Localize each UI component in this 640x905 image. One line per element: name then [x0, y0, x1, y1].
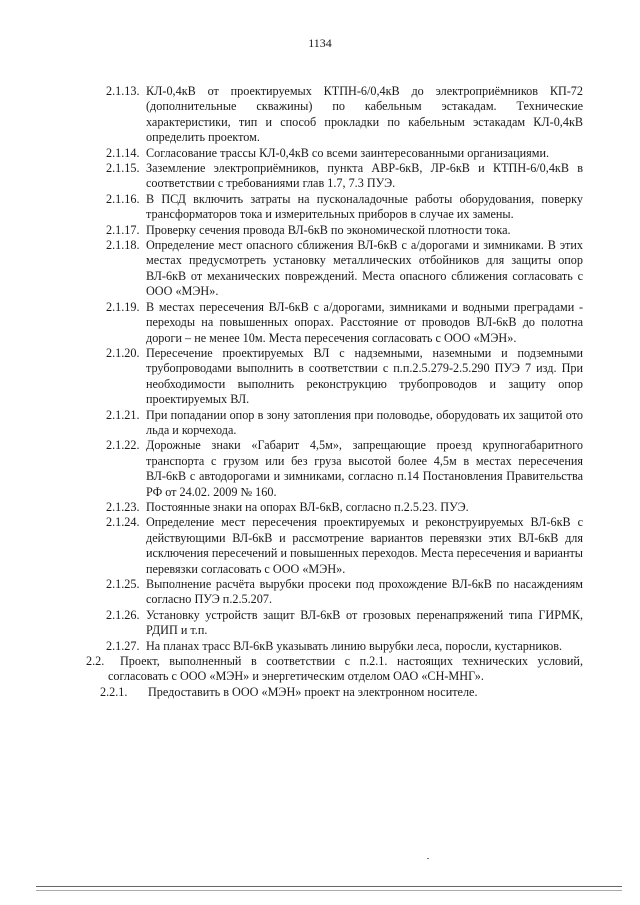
clause-2-1-17	[0, 223, 640, 238]
footer-rule-faint	[36, 890, 622, 891]
clause-text: Постоянные знаки на опорах ВЛ-6кВ, согласно п.2.5.23. ПУЭ.	[146, 499, 469, 514]
clause-number: 2.1.23.	[106, 499, 140, 514]
clause-number: 2.1.18.	[106, 238, 140, 253]
clause-2-1-26	[0, 608, 640, 639]
clause-text: КЛ-0,4кВ от проектируемых КТПН-6/0,4кВ до электроприёмников КП-72 (дополнительные скважины) по кабельным эстакадам. Технические характеристики, тип и способ прокладки по кабельным эстакадам КЛ-0,4кВ определить проектом.	[146, 84, 583, 145]
clause-2-1-27	[0, 639, 640, 654]
clause-text: Проект, выполненный в соответствии с п.2.1. настоящих технических условий, согласовать с ООО «МЭН» и энергетическим отделом ОАО «СН-МНГ».	[108, 654, 583, 684]
clause-text: Пересечение проектируемых ВЛ с надземными, наземными и подземными трубопроводами выполнить в соответствии с п.п.2.5.279-2.5.290 ПУЭ 7 изд. При необходимости выполнить реконструкцию трубопроводов и защиту опор проектируемых ВЛ.	[146, 345, 583, 407]
clause-2-1-15	[0, 161, 640, 192]
clause-number: 2.2.	[86, 654, 105, 669]
clause-2-1-20	[0, 346, 640, 408]
clause-2-1-13	[0, 84, 640, 146]
clause-text: При попадании опор в зону затопления при половодье, оборудовать их защитой ото льда и корчехода.	[146, 407, 583, 437]
clause-text: Предоставить в ООО «МЭН» проект на электронном носителе.	[148, 684, 478, 699]
clause-number: 2.1.20.	[106, 345, 140, 360]
footer-rule	[36, 886, 622, 887]
clause-2-1-19	[0, 300, 640, 346]
clause-number: 2.1.15.	[106, 161, 140, 176]
clause-number: 2.1.26.	[106, 607, 140, 622]
clause-2-1-16	[0, 192, 640, 223]
clause-2-1-14	[0, 146, 640, 161]
clause-text: В ПСД включить затраты на пусконаладочные работы оборудования, поверку трансформаторов тока и измерительных приборов в случае их замены.	[146, 191, 583, 222]
clause-text: Определение мест пересечения проектируемых и реконструируемых ВЛ-6кВ с действующими ВЛ-6кВ и рассмотрение вариантов перевязки этих ВЛ-6кВ для исключения пересечений и повышенных переходов. Места пересечения и варианты перевязки согласовать с ООО «МЭН».	[146, 515, 583, 576]
clause-number: 2.1.14.	[106, 145, 140, 160]
clause-number: 2.1.16.	[106, 191, 140, 206]
clause-text: Согласование трассы КЛ-0,4кВ со всеми заинтересованными организациями.	[146, 145, 550, 160]
document-body	[0, 84, 640, 700]
clause-2-1-18	[0, 238, 640, 300]
clause-2-1-21	[0, 408, 640, 439]
clause-text: Дорожные знаки «Габарит 4,5м», запрещающие проезд крупногабаритного транспорта с грузом или без груза высотой более 4,5м в местах пересечения ВЛ-6кВ с автодорогами и зимниками, согласно п.14 Постановления Правительства РФ от 24.02. 2009 № 160.	[146, 438, 583, 499]
clause-text: Установку устройств защит ВЛ-6кВ от грозовых перенапряжений типа ГИРМК, РДИП и т.п.	[146, 607, 583, 638]
clause-text: На планах трасс ВЛ-6кВ указывать линию вырубки леса, поросли, кустарников.	[146, 638, 563, 653]
clause-number: 2.1.19.	[106, 299, 140, 314]
clause-2-1-25	[0, 577, 640, 608]
clause-number: 2.1.27.	[106, 638, 140, 653]
clause-text: Заземление электроприёмников, пункта АВР-6кВ, ЛР-6кВ и КТПН-6/0,4кВ в соответствии с требованиями глав 1.7, 7.3 ПУЭ.	[146, 161, 583, 191]
clause-number: 2.1.13.	[106, 84, 140, 98]
clause-number: 2.1.21.	[106, 407, 140, 422]
clause-text: Выполнение расчёта вырубки просеки под прохождение ВЛ-6кВ по насаждениям согласно ПУЭ п.2.5.207.	[146, 577, 583, 607]
clause-2-2-1	[0, 685, 640, 700]
scan-speck	[427, 858, 429, 859]
clause-text: В местах пересечения ВЛ-6кВ с а/дорогами, зимниками и водными преградами - переходы на повышенных опорах. Расстояние от проводов ВЛ-6кВ до полотна дороги – не менее 10м. Места пересечения согласовать с ООО «МЭН».	[146, 299, 583, 345]
clause-number: 2.1.24.	[106, 515, 140, 530]
clause-2-2	[0, 654, 640, 685]
clause-2-1-23	[0, 500, 640, 515]
clause-text: Проверку сечения провода ВЛ-6кВ по экономической плотности тока.	[146, 222, 511, 237]
page-number: 1134	[308, 36, 332, 50]
clause-number: 2.2.1.	[100, 684, 128, 699]
clause-number: 2.1.22.	[106, 438, 140, 453]
clause-2-1-24	[0, 515, 640, 577]
clause-number: 2.1.17.	[106, 222, 140, 237]
clause-2-1-22	[0, 438, 640, 500]
clause-number: 2.1.25.	[106, 577, 140, 591]
clause-text: Определение мест опасного сближения ВЛ-6кВ с а/дорогами и зимниками. В этих местах предусмотреть установку металлических отбойников для защиты опор ВЛ-6кВ от механических повреждений. Места опасного сближения согласовать с ООО «МЭН».	[146, 238, 583, 299]
